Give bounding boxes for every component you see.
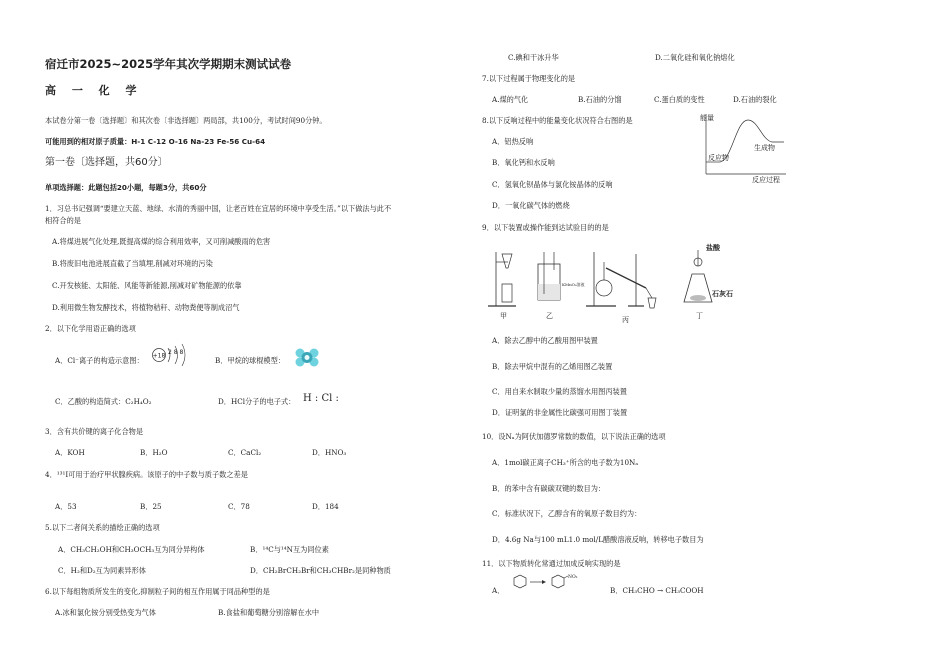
q6-option-d: D.二氧化硅和氧化钠熔化 bbox=[655, 53, 735, 62]
q8-stem: 8.以下反响过程中的能量变化状况符合右图的是 bbox=[482, 116, 633, 125]
label-ding: 丁 bbox=[696, 312, 703, 320]
graph-x-label: 反应过程 bbox=[752, 176, 780, 184]
q10-option-c: C．标准状况下，乙醇含有的氧原子数目约为： bbox=[492, 509, 642, 518]
q4-option-b: B．25 bbox=[140, 502, 162, 511]
q6-stem: 6.以下每组物质所发生的变化,抑制粒子间的相互作用属于同品种型的是 bbox=[45, 587, 270, 596]
q6-option-c: C.碘和干冰升华 bbox=[508, 53, 559, 62]
hcl-label: 盐酸 bbox=[706, 243, 720, 252]
q5-option-b: B．¹⁴C与¹⁴N互为同位素 bbox=[250, 545, 329, 554]
q9-option-d: D．证明氯的非金属性比碳强可用图丁装置 bbox=[492, 408, 628, 417]
q6-option-b: B.食盐和葡萄糖分别溶解在水中 bbox=[218, 608, 320, 617]
exam-title: 宿迁市2025~2025学年其次学期期末测试试卷 bbox=[45, 57, 292, 71]
q3-option-d: D．HNO₃ bbox=[312, 448, 347, 457]
chloride-ion-diagram bbox=[150, 344, 190, 370]
q5-option-a: A．CH₃CH₂OH和CH₃OCH₃互为同分异构体 bbox=[58, 545, 205, 554]
q9-stem: 9．以下装置或操作能到达试验目的的是 bbox=[482, 223, 609, 232]
q10-option-d: D．4.6g Na与100 mL1.0 mol/L醋酸溶液反响，转移电子数目为 bbox=[492, 535, 704, 544]
q1-option-c: C.开发核能、太阳能、风能等新能源,削减对矿物能源的依靠 bbox=[52, 281, 242, 290]
q2-option-c: C．乙酸的构造简式：C₂H₄O₂ bbox=[55, 397, 152, 406]
label-jia: 甲 bbox=[500, 312, 507, 320]
section-one-heading: 第一卷〔选择题，共60分〕 bbox=[45, 157, 168, 168]
q4-stem: 4．¹³¹I可用于治疗甲状腺疾病。该原子的中子数与质子数之差是 bbox=[45, 470, 248, 479]
q7-option-c: C.蛋白质的变性 bbox=[654, 95, 705, 104]
benzene-to-nitrobenzene bbox=[506, 572, 596, 598]
q2-stem: 2．以下化学用语正确的选项 bbox=[45, 324, 136, 333]
q4-option-a: A．53 bbox=[55, 502, 77, 511]
q5-option-d: D．CH₂BrCH₂Br和CH₃CHBr₂是同种物质 bbox=[250, 566, 391, 575]
q8-option-a: A．铝热反响 bbox=[492, 137, 534, 146]
q7-option-b: B.石油的分馏 bbox=[578, 95, 622, 104]
hcl-electron-formula: H : Cl : bbox=[303, 393, 339, 404]
exam-intro: 本试卷分第一卷〔选择题〕和其次卷〔非选择题〕两局部，共100分，考试时间90分钟。 bbox=[45, 116, 327, 125]
q9-option-b: B．除去甲烷中混有的乙烯用图乙装置 bbox=[492, 362, 613, 371]
q11-stem: 11．以下物质转化常通过加成反响实现的是 bbox=[482, 559, 621, 568]
subject-title: 高 一 化 学 bbox=[45, 84, 143, 97]
q3-option-b: B．H₂O bbox=[140, 448, 168, 457]
graph-y-label: 能量 bbox=[700, 114, 714, 122]
atomic-masses: 可能用到的相对原子质量：H-1 C-12 O-16 Na-23 Fe-56 Cu-64 bbox=[45, 137, 266, 146]
single-choice-note: 单项选择题：此题包括20小题，每题3分，共60分 bbox=[45, 183, 207, 192]
kmno4-label: KMnO₄溶液 bbox=[562, 282, 585, 287]
q7-stem: 7.以下过程属于物理变化的是 bbox=[482, 74, 576, 83]
q3-stem: 3．含有共价键的离子化合物是 bbox=[45, 427, 144, 436]
label-bing: 丙 bbox=[622, 316, 629, 324]
graph-reactant-label: 反应物 bbox=[708, 154, 729, 162]
q5-stem: 5.以下二者间关系的描绘正确的选项 bbox=[45, 523, 160, 532]
q1-option-a: A.将煤进展气化处理,既提高煤的综合利用效率，又可削减酸雨的危害 bbox=[52, 237, 271, 246]
graph-product-label: 生成物 bbox=[754, 144, 775, 152]
q8-option-b: B．氧化钙和水反响 bbox=[492, 158, 555, 167]
q7-option-a: A.煤的气化 bbox=[492, 95, 529, 104]
q2-option-b: B．甲烷的球棍模型： bbox=[215, 356, 285, 365]
q6-option-a: A.冰和氯化铵分别受热变为气体 bbox=[55, 608, 156, 617]
energy-diagram bbox=[700, 110, 790, 182]
q8-option-d: D．一氧化碳气体的燃烧 bbox=[492, 201, 570, 210]
q3-option-c: C．CaCl₂ bbox=[228, 448, 262, 457]
q10-option-b: B．的苯中含有碳碳双键的数目为： bbox=[492, 484, 606, 493]
q9-apparatus-figure bbox=[486, 243, 733, 324]
q7-option-d: D.石油的裂化 bbox=[733, 95, 777, 104]
q5-option-c: C．H₂和D₂互为同素异形体 bbox=[58, 566, 146, 575]
methane-ball-stick-model bbox=[294, 346, 320, 368]
q11-option-b: B．CH₃CHO → CH₃COOH bbox=[610, 586, 704, 595]
q2-option-a: A．Cl⁻离子的构造示意图： bbox=[55, 356, 144, 365]
right-column bbox=[470, 0, 950, 672]
limestone-label: 石灰石 bbox=[712, 289, 733, 298]
q1-stem-line2: 相符合的是 bbox=[45, 216, 81, 225]
q8-option-c: C．氢氧化钡晶体与氯化铵晶体的反响 bbox=[492, 180, 613, 189]
q9-option-a: A．除去乙醇中的乙酸用图甲装置 bbox=[492, 336, 598, 345]
q10-option-a: A．1mol碳正离子CH₃⁺所含的电子数为10Nₐ bbox=[492, 458, 639, 467]
q10-stem: 10．设Nₐ为阿伏加德罗常数的数值，以下说法正确的选项 bbox=[482, 432, 666, 441]
electron-shells: 2 8 8 bbox=[168, 349, 184, 356]
q1-stem-line1: 1．习总书记强调“要建立天蓝、地绿、水清的秀丽中国，让老百姓在宜居的环境中享受生活。”以下做法与此不 bbox=[45, 204, 392, 213]
label-yi: 乙 bbox=[546, 312, 553, 320]
q4-option-d: D．184 bbox=[312, 502, 339, 511]
q4-option-c: C．78 bbox=[228, 502, 250, 511]
q11-option-a: A． bbox=[492, 586, 505, 595]
left-column bbox=[0, 0, 470, 672]
q1-option-d: D.利用微生物发酵技术，将植物秸秆、动物粪便等制成沼气 bbox=[52, 303, 240, 312]
no2-label: NO₂ bbox=[568, 575, 578, 580]
q9-option-c: C．用自来水制取少量的蒸馏水用图丙装置 bbox=[492, 387, 627, 396]
q3-option-a: A．KOH bbox=[55, 448, 85, 457]
nucleus-charge: +18 bbox=[152, 352, 166, 360]
q1-option-b: B.将废旧电池进展直截了当填埋,削减对环境的污染 bbox=[52, 259, 213, 268]
q2-option-d: D．HCl分子的电子式： bbox=[218, 397, 296, 406]
